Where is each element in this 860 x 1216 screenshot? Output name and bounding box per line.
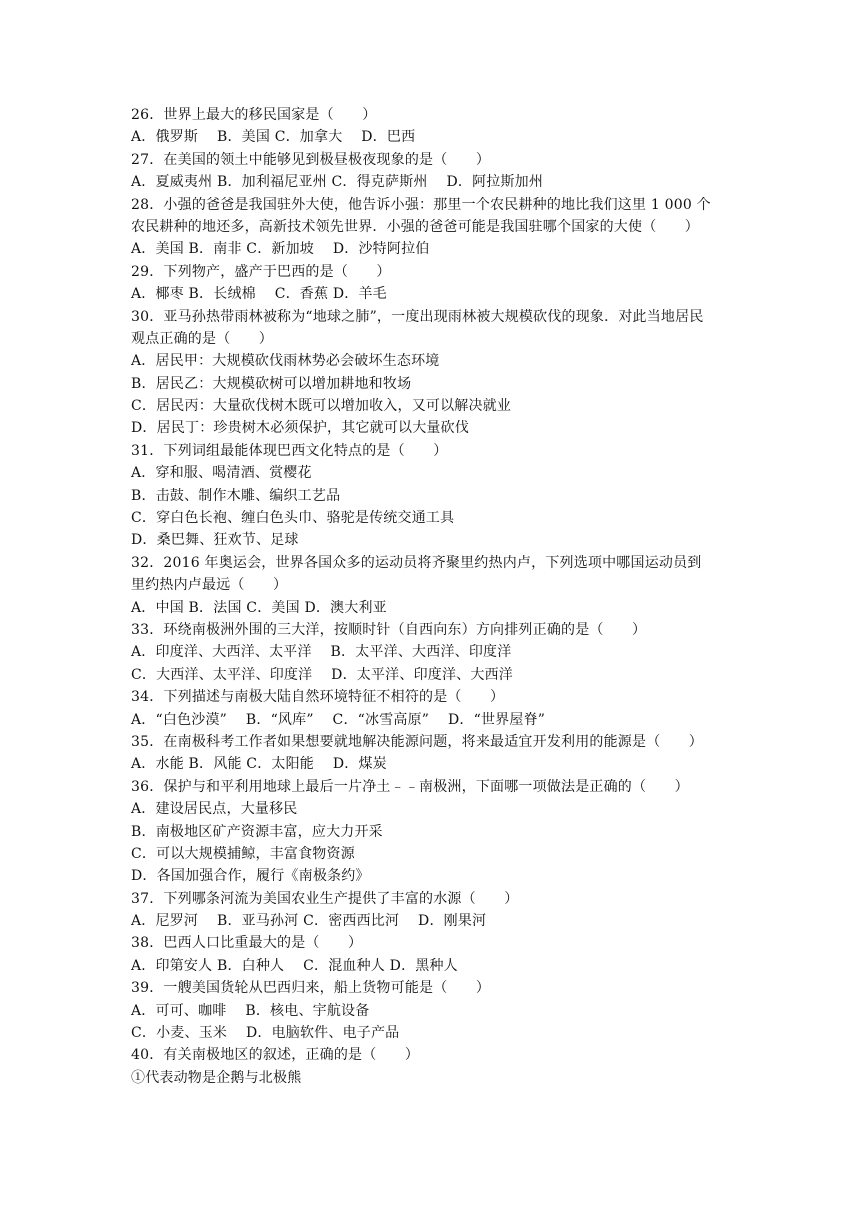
question-text-block (131, 104, 735, 1089)
question-28-options: A．美国 B．南非 C．新加坡 D．沙特阿拉伯 (131, 241, 430, 258)
question-33-options-cd: C．大西洋、太平洋、印度洋 D．太平洋、印度洋、大西洋 (131, 666, 513, 683)
question-34: 34．下列描述与南极大陆自然环境特征不相符的是（ ） (131, 689, 505, 706)
question-31-option-d: D．桑巴舞、狂欢节、足球 (131, 532, 299, 549)
question-37: 37．下列哪条河流为美国农业生产提供了丰富的水源（ ） (131, 890, 519, 907)
question-31-option-a: A．穿和服、喝清酒、赏樱花 (131, 465, 312, 482)
question-35-options: A．水能 B．风能 C．太阳能 D．煤炭 (131, 756, 387, 773)
question-26-options: A．俄罗斯 B．美国 C．加拿大 D．巴西 (131, 129, 416, 146)
question-39-options-ab: A．可可、咖啡 B．核电、宇航设备 (131, 1002, 370, 1019)
question-33-options-ab: A．印度洋、大西洋、太平洋 B．太平洋、大西洋、印度洋 (131, 644, 512, 661)
question-37-options: A．尼罗河 B．亚马孙河 C．密西西比河 D．刚果河 (131, 913, 487, 930)
question-38-options: A．印第安人 B．白种人 C．混血种人 D．黑种人 (131, 957, 458, 974)
question-36: 36．保护与和平利用地球上最后一片净土﹣﹣南极洲，下面哪一项做法是正确的（ ） (131, 778, 689, 795)
question-40-statement-1: ①代表动物是企鹅与北极熊 (131, 1069, 302, 1086)
question-32-line-1: 32．2016 年奥运会，世界各国众多的运动员将齐聚里约热内卢，下列选项中哪国运动员到 (131, 554, 702, 571)
question-33: 33．环绕南极洲外围的三大洋，按顺时针（自西向东）方向排列正确的是（ ） (131, 621, 647, 638)
question-28-line-2: 农民耕种的地还多，高新技术领先世界．小强的爸爸可能是我国驻哪个国家的大使（ ） (131, 218, 699, 235)
question-35: 35．在南极科考工作者如果想要就地解决能源问题，将来最适宜开发利用的能源是（ ） (131, 733, 704, 750)
question-36-option-b: B．南极地区矿产资源丰富，应大力开采 (131, 823, 383, 840)
question-36-option-a: A．建设居民点，大量移民 (131, 801, 298, 818)
question-28-line-1: 28．小强的爸爸是我国驻外大使，他告诉小强：那里一个农民耕种的地比我们这里 1 000 个 (131, 196, 711, 213)
question-26: 26．世界上最大的移民国家是（ ） (131, 107, 377, 123)
question-30-line-1: 30．亚马孙热带雨林被称为“地球之肺”，一度出现雨林被大规模砍伐的现象．对此当地居民 (131, 308, 704, 325)
question-30-option-d: D．居民丁：珍贵树木必须保护，其它就可以大量砍伐 (131, 420, 470, 437)
question-38: 38．巴西人口比重最大的是（ ） (131, 935, 363, 952)
question-30-line-2: 观点正确的是（ ） (131, 330, 273, 347)
question-32-options: A．中国 B．法国 C．美国 D．澳大利亚 (131, 599, 387, 616)
question-36-option-c: C．可以大规模捕鲸，丰富食物资源 (131, 845, 355, 862)
question-39-options-cd: C．小麦、玉米 D．电脑软件、电子产品 (131, 1025, 400, 1042)
question-30-option-b: B．居民乙：大规模砍树可以增加耕地和牧场 (131, 375, 412, 392)
question-34-options: A．“白色沙漠” B．“风库” C．“冰雪高原” D．“世界屋脊” (131, 711, 546, 728)
question-31-option-c: C．穿白色长袍、缠白色头巾、骆驼是传统交通工具 (131, 510, 455, 527)
question-31-option-b: B．击鼓、制作木雕、编织工艺品 (131, 487, 341, 504)
question-30-option-c: C．居民丙：大量砍伐树木既可以增加收入，又可以解决就业 (131, 398, 512, 415)
question-32-line-2: 里约热内卢最远（ ） (131, 577, 288, 594)
question-29-options: A．椰枣 B．长绒棉 C．香蕉 D．羊毛 (131, 286, 387, 303)
question-39: 39．一艘美国货轮从巴西归来，船上货物可能是（ ） (131, 980, 491, 997)
question-36-option-d: D．各国加强合作，履行《南极条约》 (131, 868, 370, 885)
question-30-option-a: A．居民甲：大规模砍伐雨林势必会破坏生态环境 (131, 353, 440, 370)
question-40: 40．有关南极地区的叙述，正确的是（ ） (131, 1047, 420, 1064)
question-31: 31．下列词组最能体现巴西文化特点的是（ ） (131, 442, 448, 459)
question-29: 29．下列物产，盛产于巴西的是（ ） (131, 263, 391, 280)
question-27-options: A．夏威夷州 B．加利福尼亚州 C．得克萨斯州 D．阿拉斯加州 (131, 174, 544, 191)
question-27: 27．在美国的领土中能够见到极昼极夜现象的是（ ） (131, 151, 491, 168)
